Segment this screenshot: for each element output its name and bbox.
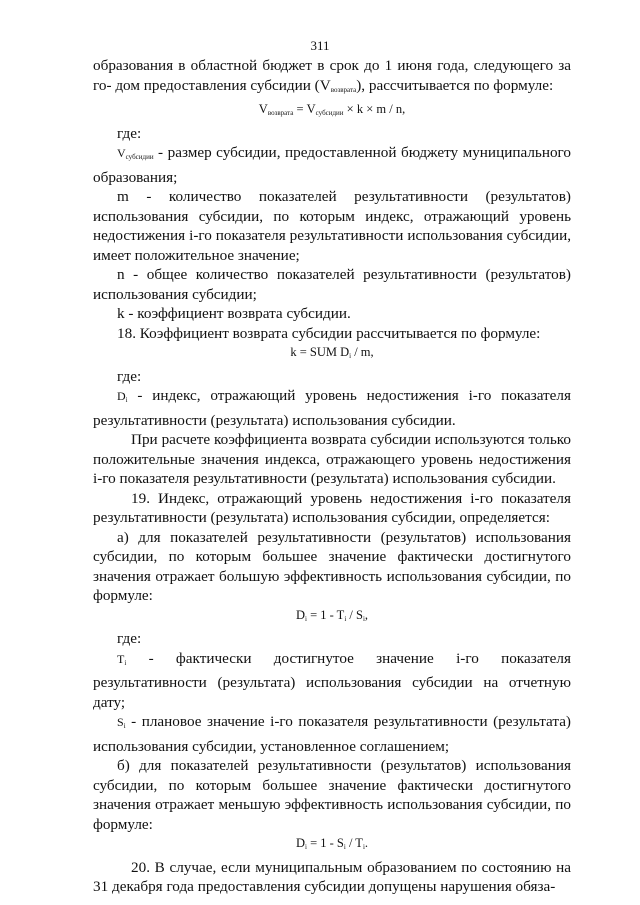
formula3-c-sub: i: [362, 614, 365, 623]
definition-n: n - общее количество показателей результативности (результатов) использования субсидии;: [93, 266, 571, 303]
definition-d: [93, 386, 571, 430]
formula1-lhs-sub: возврата: [267, 109, 294, 117]
formula1-eq: = V: [293, 102, 316, 116]
document-body: [93, 56, 571, 897]
intro-subscript: возврата: [330, 85, 357, 94]
formula1-lhs: V: [258, 102, 268, 116]
formula4-b: = 1 - S: [306, 836, 344, 850]
item-19a: а) для показателей результативности (результатов) использования субсидии, по которым большее значение фактически достигнутого значения отражает большую эффективность использования субсидии, по формуле:: [93, 528, 571, 604]
intro-text-b: ), рассчитывается по формуле:: [356, 76, 554, 94]
def-s-symbol: S: [117, 715, 124, 729]
formula-index-a: [93, 606, 571, 630]
formula3-a: D: [295, 607, 305, 622]
def-t-sub: i: [124, 658, 127, 667]
intro-line-2: [115, 77, 553, 94]
formula3-b-sub: i: [344, 614, 347, 623]
where-label-1: где:: [117, 124, 142, 142]
formula-refund: [93, 100, 571, 124]
formula4-b-sub: i: [343, 843, 346, 851]
definition-k: k - коэффициент возврата субсидии.: [117, 305, 351, 322]
formula3-tail: ,: [364, 607, 369, 622]
item-19: 19. Индекс, отражающий уровень недостижения i-го показателя результативности (результата) использования субсидии, определяется:: [93, 489, 571, 526]
item-20: 20. В случае, если муниципальным образованием по состоянию на 31 декабря года предоставления субсидии допущены нарушения обяза-: [93, 858, 571, 895]
def-t-text: - фактически достигнутое значение i-го показателя результативности (результата) использования субсидии на отчетную дату;: [93, 649, 571, 711]
paragraph-calculation: При расчете коэффициента возврата субсидии используются только положительные значения индекса, отражающего уровень недостижения i-го показателя результативности (результата) использования субсидии.: [93, 431, 571, 487]
def-d-symbol: D: [117, 389, 126, 403]
paragraph-intro: [93, 56, 571, 100]
formula3-a-sub: i: [304, 614, 307, 623]
formula4-tail: .: [364, 836, 369, 850]
formula4-a: D: [295, 836, 305, 850]
def-v-text: - размер субсидии, предоставленной бюджету муниципального образования;: [93, 144, 571, 186]
formula3-b: = 1 - T: [306, 607, 345, 622]
intro-line-1: образования в областной бюджет в срок до 1 июня года, следующего за го-: [93, 57, 571, 94]
formula-coefficient: [93, 343, 571, 367]
def-t-symbol: T: [117, 651, 125, 666]
formula3-c: / S: [346, 607, 363, 622]
formula1-rhs-sub: субсидии: [315, 109, 344, 117]
def-s-sub: i: [123, 722, 126, 730]
definition-t: [93, 649, 571, 713]
definition-s: [93, 712, 571, 756]
intro-text-a: дом предоставления субсидии (V: [115, 76, 331, 94]
def-v-symbol: V: [117, 146, 126, 160]
formula4-c-sub: i: [362, 843, 365, 851]
item-19b: б) для показателей результативности (результатов) использования субсидии, по которым большее значение фактически достигнутого значения отражает меньшую эффективность использования субсидии, по формуле:: [93, 757, 571, 833]
def-s-text: - плановое значение i-го показателя результативности (результата) использования субсидии, установленное соглашением;: [93, 713, 571, 755]
formula2-sub: i: [349, 352, 352, 360]
definition-v: [93, 143, 571, 187]
item-18: 18. Коэффициент возврата субсидии рассчитывается по формуле:: [117, 324, 541, 342]
formula2-tail: / m,: [351, 345, 374, 359]
def-d-sub: i: [125, 396, 128, 404]
def-d-text: - индекс, отражающий уровень недостижения i-го показателя результативности (результата) использования субсидии.: [93, 387, 571, 429]
definition-m: m - количество показателей результативности (результатов) использования субсидии, по которым индекс, отражающий уровень недостижения i-го показателя результативности использования субсидии, имеет положительное значение;: [93, 188, 571, 264]
formula4-c: / T: [345, 836, 363, 850]
formula-index-b: [93, 834, 571, 858]
where-label-2: где:: [117, 367, 142, 385]
formula1-tail: × k × m / n,: [343, 102, 406, 116]
def-v-sub: субсидии: [125, 153, 154, 161]
formula2-text: k = SUM D: [290, 345, 350, 359]
where-label-3: где:: [117, 630, 142, 647]
page-number: 311: [310, 38, 330, 53]
formula4-a-sub: i: [304, 843, 307, 851]
